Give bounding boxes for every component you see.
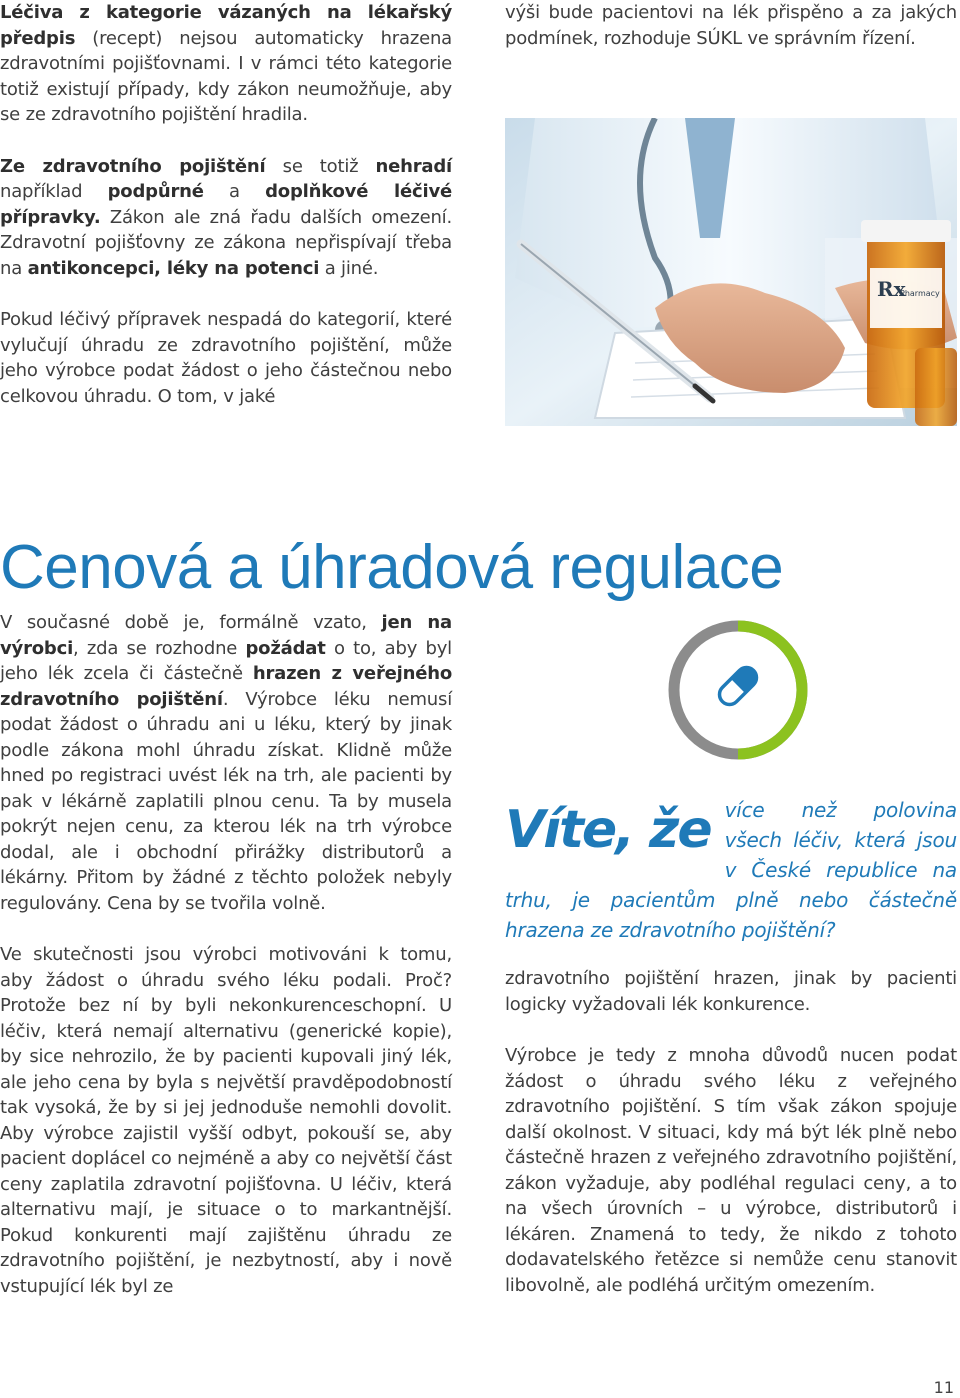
bold-text: Léčiva z kategorie vázaných na lékařský předpis bbox=[0, 2, 452, 49]
text-span: a jiné. bbox=[319, 257, 379, 279]
text-span: V současné době je, formálně vzato, bbox=[0, 612, 382, 633]
text-span: (recept) nejsou automaticky hrazena zdravotními pojišťovnami. I v rámci této kategorie totiž existují případy, kdy zákon neumožňuje, aby se ze zdravotního pojištění hradila. bbox=[0, 27, 452, 125]
bold-text: hrazen z veřejného zdravotního pojištění bbox=[0, 663, 452, 710]
paragraph-not-covered bbox=[0, 154, 452, 282]
text-span: . Výrobce léku nemusí podat žádost o úhradu ani u léku, který by jinak podle zákona mohl úhradu získat. Klidně může hned po registraci uvést lék na trh, ale pacienti by pak v lékárně zaplatili plnou cenu. Ta by musela pokrýt nejen cenu, za kterou lék na trh výrobce dodal, ale i obchodní přirážky distributorů a lékárny. Přitom by žádné z těchto položek nebyly regulovány. Cena by se tvořila volně. bbox=[0, 688, 452, 914]
pharmacy-label: Pharmacy bbox=[900, 289, 940, 298]
text-span: Zákon ale zná řadu dalších omezení. Zdravotní pojišťovny ze zákona nepřispívají třeba na bbox=[0, 206, 452, 279]
top-left-column bbox=[0, 0, 452, 409]
paragraph-prescription-drugs bbox=[0, 0, 452, 128]
did-you-know-text: více než polovina všech léčiv, která jsou v České republice na trhu, je pacientům plně nebo částečně hrazena ze zdravotního pojištění? bbox=[505, 798, 957, 942]
paragraph-manufacturer-decision bbox=[0, 610, 452, 916]
rx-label: Rx bbox=[877, 277, 906, 301]
text-span: a bbox=[203, 181, 266, 202]
half-ring-graphic bbox=[666, 618, 810, 762]
bold-text: požádat bbox=[245, 637, 326, 659]
bottom-left-column bbox=[0, 610, 452, 1299]
did-you-know-lead: Víte, že bbox=[505, 800, 711, 860]
bottle-cap bbox=[861, 220, 951, 242]
section-heading: Cenová a úhradová regulace bbox=[0, 532, 784, 602]
did-you-know-box bbox=[505, 795, 957, 945]
paragraph-reimbursement-request: Pokud léčivý přípravek nespadá do kategorií, které vylučují úhradu ze zdravotního pojištění, může jeho výrobce podat žádost o jeho částečnou nebo celkovou úhradu. O tom, v jaké bbox=[0, 309, 452, 407]
bold-text: doplňkové léčivé přípravky. bbox=[0, 181, 452, 228]
paragraph-competition: zdravotního pojištění hrazen, jinak by pacienti logicky vyžadovali lék konkurence. bbox=[505, 968, 957, 1015]
bold-text: jen na výrobci bbox=[0, 612, 452, 659]
bottom-right-column bbox=[505, 966, 957, 1298]
paragraph-price-regulation: Výrobce je tedy z mnoha důvodů nucen podat žádost o úhradu svého léku z veřejného zdravotního pojištění. S tím však zákon spojuje další okolnost. V situaci, kdy má být lék plně nebo částečně hrazen z veřejného zdravotního pojištění, zákon vyžaduje, aby podléhal regulaci ceny, a to na všech úrovních – u výrobce, distributorů i lékáren. Znamená to tedy, že nikdo z tohoto dodavatelského řetězce si nemůže cenu stanovit libovolně, ale podléhá určitým omezením. bbox=[505, 1045, 957, 1296]
text-span: se totiž bbox=[265, 155, 376, 177]
page-number: 11 bbox=[933, 1378, 954, 1397]
second-bottle bbox=[915, 348, 957, 426]
text-span: o to, aby byl jeho lék zcela či částečně bbox=[0, 637, 452, 684]
text-span: , zda se rozhodne bbox=[73, 637, 246, 659]
top-right-column bbox=[505, 0, 957, 51]
capsule-icon bbox=[715, 663, 760, 708]
photo-illustration bbox=[505, 118, 957, 426]
bold-text: Ze zdravotního pojištění bbox=[0, 155, 266, 177]
bold-text: antikoncepci, léky na potenci bbox=[27, 257, 320, 279]
bold-text: nehradí bbox=[375, 155, 452, 177]
bold-text: podpůrné bbox=[107, 181, 204, 202]
paragraph-manufacturer-motivation: Ve skutečnosti jsou výrobci motivováni k tomu, aby žádost o úhradu svého léku podali. Proč? Protože bez ní by byli nekonkurenceschopní. U léčiv, která nemají alternativu (generické kopie), by sice nehrozilo, že by pacienti kupovali jiný lék, ale jeho cena by byla s největší pravděpodobností tak vysoká, že by si jej jednoduše nemohli dovolit. Aby výrobce zajistil vyšší odbyt, pokouší se, aby pacient doplácel co nejméně a aby co největší část ceny zaplatila zdravotní pojišťovna. U léčiv, která alternativu mají, je situace o to markantnější. Pokud konkurenti mají zajištěnu úhradu ze zdravotního pojištění, je nezbytností, aby i nově vstupující lék byl ze bbox=[0, 944, 452, 1297]
text-span: například bbox=[0, 181, 108, 202]
paragraph-sukl-decision: výši bude pacientovi na lék přispěno a za jakých podmínek, rozhoduje SÚKL ve správním řízení. bbox=[505, 2, 957, 49]
doctor-prescription-photo bbox=[505, 118, 957, 426]
